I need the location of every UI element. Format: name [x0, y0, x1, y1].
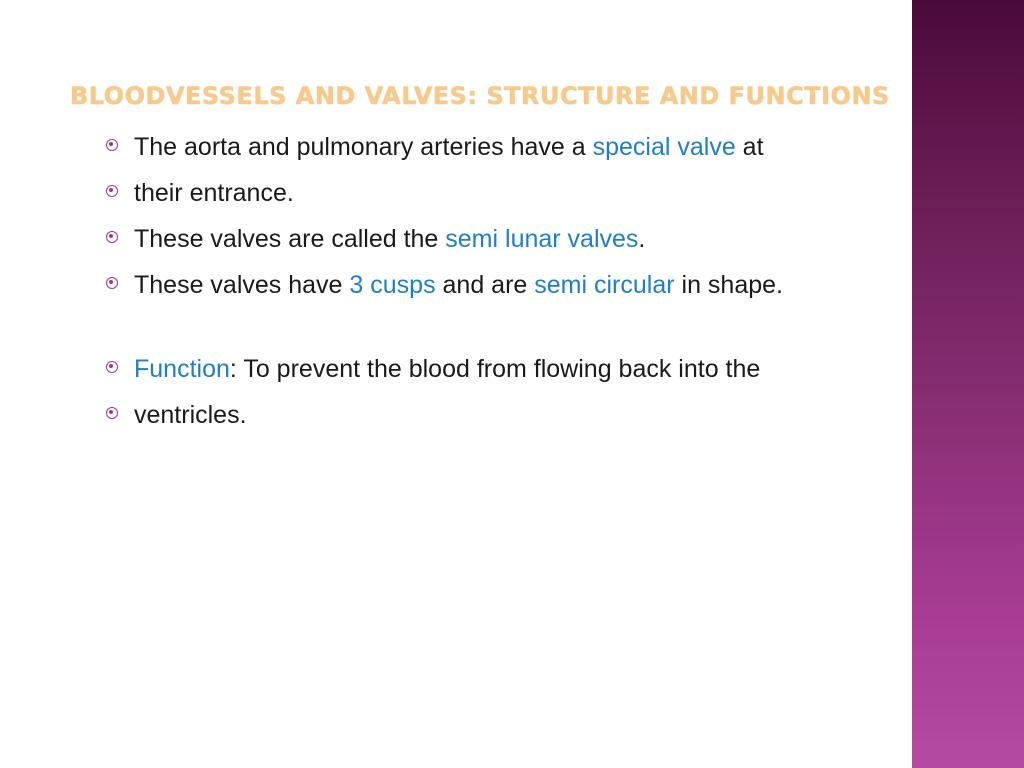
bullet-text [134, 225, 645, 253]
decorative-side-bar [912, 0, 1024, 768]
bullet-item [100, 396, 870, 434]
highlight-term: semi circular [534, 271, 675, 299]
text-segment: . [638, 225, 646, 253]
bullet-item [100, 220, 870, 258]
text-segment: These valves are called the [134, 225, 446, 253]
bullet-item [100, 350, 870, 388]
bullet-text [134, 133, 764, 161]
slide-title: BLOODVESSELS AND VALVES: STRUCTURE AND FUNCTIONS [70, 82, 890, 110]
bullet-circle-icon [106, 139, 118, 151]
bullet-circle-icon [106, 231, 118, 243]
text-segment: in shape. [674, 271, 783, 299]
highlight-term: semi lunar valves [445, 225, 639, 253]
bullet-item [100, 266, 870, 304]
highlight-term: Function [134, 355, 230, 383]
bullet-text [134, 401, 247, 429]
text-segment: their entrance. [134, 179, 294, 207]
bullet-text [134, 179, 294, 207]
bullet-item [100, 128, 870, 166]
text-segment: The aorta and pulmonary arteries have a [134, 133, 593, 161]
text-segment: These valves have [134, 271, 350, 299]
bullet-circle-icon [106, 185, 118, 197]
bullet-list [100, 128, 870, 442]
highlight-term: special valve [592, 133, 736, 161]
text-segment: : To prevent the blood from flowing back into the [229, 355, 761, 383]
highlight-term: 3 cusps [349, 271, 436, 299]
bullet-item [100, 174, 870, 212]
text-segment: and are [435, 271, 535, 299]
bullet-circle-icon [106, 277, 118, 289]
bullet-text [134, 355, 760, 383]
bullet-circle-icon [106, 361, 118, 373]
text-segment: at [735, 133, 764, 161]
text-segment: ventricles. [134, 401, 247, 429]
bullet-text [134, 271, 783, 299]
bullet-circle-icon [106, 407, 118, 419]
